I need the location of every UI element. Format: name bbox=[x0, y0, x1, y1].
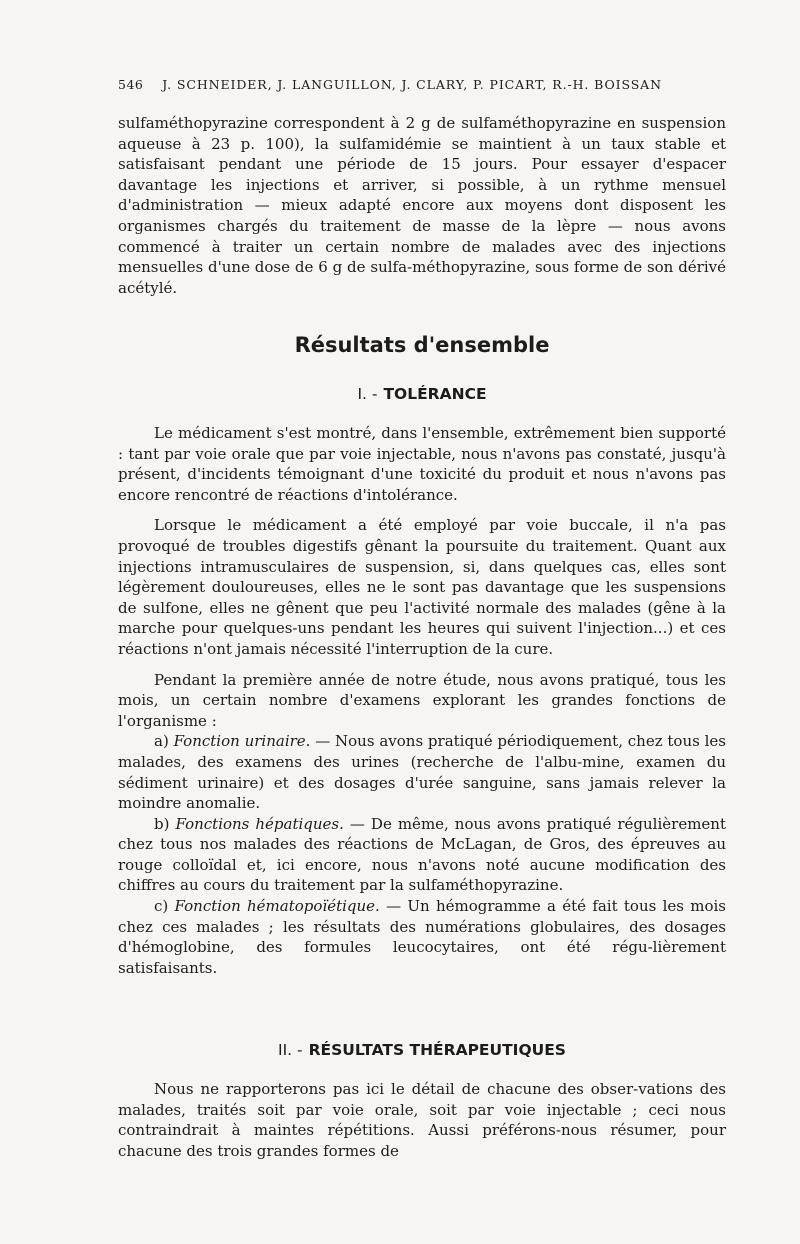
section1-number: I. - bbox=[357, 385, 378, 403]
section2-body bbox=[118, 1079, 726, 1161]
item-a-label: a) bbox=[154, 732, 169, 751]
section1-paragraph-1: Le médicament s'est montré, dans l'ensemble, extrêmement bien supporté : tant par voie orale que par voie injectable, nous n'avons pas constaté, jusqu'à présent, d'incidents témoignant d'une toxicité du produit et nous n'avons pas encore rencontré de réactions d'intolérance. bbox=[118, 424, 726, 504]
section1-body bbox=[118, 423, 726, 978]
section2-heading bbox=[118, 1041, 726, 1059]
section2-number: II. - bbox=[278, 1041, 303, 1059]
item-a-title: Fonction urinaire. bbox=[173, 732, 311, 751]
item-c-title: Fonction hématopoïétique. bbox=[174, 897, 380, 916]
section1-heading bbox=[118, 385, 726, 403]
section1-title: TOLÉRANCE bbox=[383, 385, 487, 403]
item-b-label: b) bbox=[154, 814, 170, 833]
item-c-text: — Un hémogramme a été fait tous les mois chez ces malades ; les résultats des numérations globulaires, des dosages d'hémoglobine, des formules leucocytaires, ont été régu-lièrement satisfaisants. bbox=[118, 897, 726, 977]
item-b-text: — De même, nous avons pratiqué régulièrement chez tous nos malades des réactions de McLagan, de Gros, des épreuves au rouge colloïdal et, ici encore, nous n'avons noté aucune modification des chiffres au cours du traitement par la sulfaméthopyrazine. bbox=[118, 814, 726, 895]
main-title: Résultats d'ensemble bbox=[294, 333, 550, 357]
item-c bbox=[118, 896, 726, 978]
section1-paragraph-3: Pendant la première année de notre étude, nous avons pratiqué, tous les mois, un certain nombre d'examens explorant les grandes fonctions de l'organisme : bbox=[118, 670, 726, 730]
page-number: 546 bbox=[118, 77, 144, 92]
item-a-text: — Nous avons pratiqué périodiquement, chez tous les malades, des examens des urines (recherche de l'albu-mine, examen du sédiment urinaire) et des dosages d'urée sanguine, sans jamais relever la moindre anomalie. bbox=[118, 732, 726, 813]
intro-block bbox=[118, 113, 726, 298]
item-c-label: c) bbox=[154, 897, 169, 916]
section2-title: RÉSULTATS THÉRAPEUTIQUES bbox=[308, 1041, 566, 1059]
intro-paragraph: sulfaméthopyrazine correspondent à 2 g de sulfaméthopyrazine en suspension aqueuse à 23 p. 100), la sulfamidémie se maintient à un taux stable et satisfaisant pendant une période de 15 jours. Pour essayer d'espacer davantage les injections et arriver, si possible, à un rythme mensuel d'administration — mieux adapté encore aux moyens dont disposent les organismes chargés du traitement de masse de la lèpre — nous avons commencé à traiter un certain nombre de malades avec des injections mensuelles d'une dose de 6 g de sulfa-méthopyrazine, sous forme de son dérivé acétylé. bbox=[118, 114, 726, 297]
item-b bbox=[118, 814, 726, 896]
item-b-title: Fonctions hépatiques. bbox=[175, 814, 344, 833]
header-authors: J. SCHNEIDER, J. LANGUILLON, J. CLARY, P. PICART, R.-H. BOISSAN bbox=[162, 77, 662, 92]
section2-paragraph-1: Nous ne rapporterons pas ici le détail de chacune des obser-vations des malades, traités soit par voie orale, soit par voie injectable ; ceci nous contraindrait à maintes répétitions. Aussi préférons-nous résumer, pour chacune des trois grandes formes de bbox=[118, 1080, 726, 1160]
item-a bbox=[118, 731, 726, 813]
running-header bbox=[118, 77, 718, 92]
section1-paragraph-2: Lorsque le médicament a été employé par voie buccale, il n'a pas provoqué de troubles digestifs gênant la poursuite du traitement. Quant aux injections intramusculaires de suspension, si, dans quelques cas, elles sont légèrement douloureuses, elles ne le sont pas davantage que les suspensions de sulfone, elles ne gênent que peu l'activité normale des malades (gêne à la marche pour quelques-uns pendant les heures qui suivent l'injection...) et ces réactions n'ont jamais nécessité l'interruption de la cure. bbox=[118, 516, 726, 658]
